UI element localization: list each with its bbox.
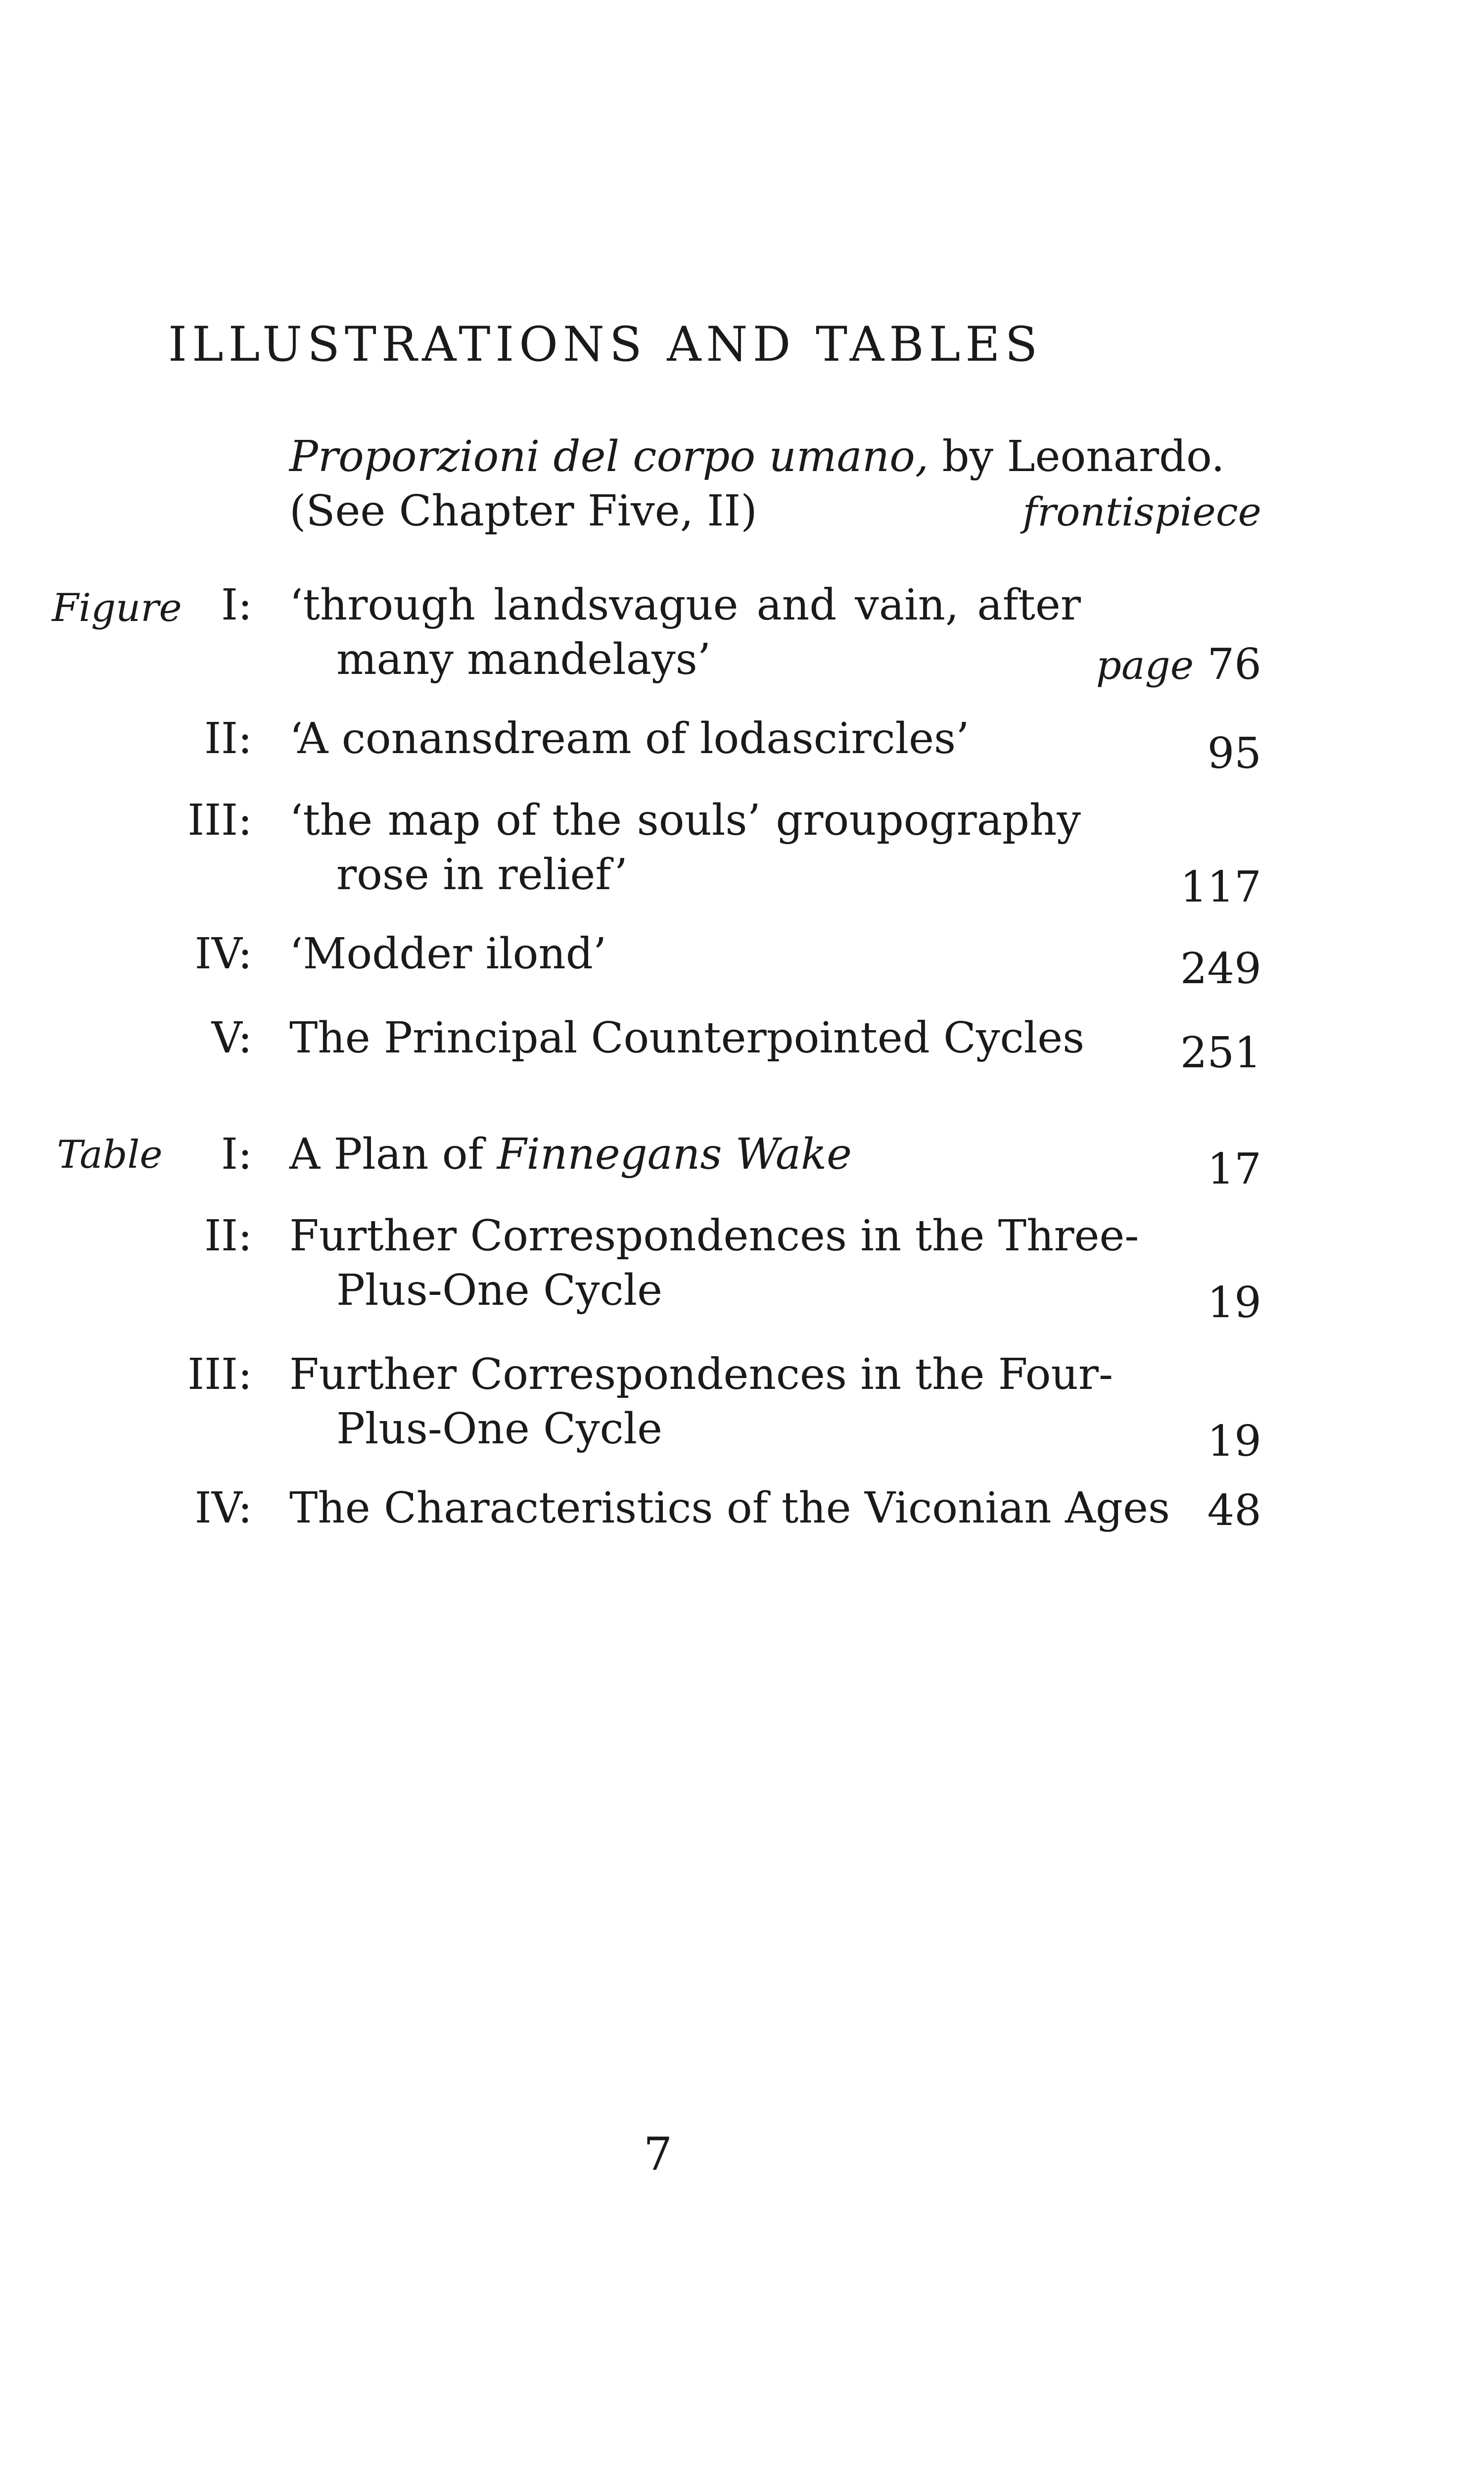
figure-page: 249 (1180, 944, 1261, 994)
page-value: 76 (1207, 640, 1261, 689)
figure-section-label: Figure (52, 586, 182, 630)
page-title: ILLUSTRATIONS AND TABLES (168, 317, 1043, 372)
frontispiece-title-line (289, 432, 1225, 481)
table-title-work: Finnegans Wake (497, 1130, 852, 1179)
table-title-prefix: A Plan of (289, 1130, 497, 1179)
figure-title-line1: ‘through landsvague and vain, after (289, 580, 1081, 630)
table-number: II: (204, 1211, 252, 1261)
table-page: 17 (1207, 1144, 1261, 1194)
figure-page (1014, 640, 1261, 689)
figure-title-line1: ‘the map of the souls’ groupography (289, 796, 1081, 845)
table-title-line1 (289, 1130, 852, 1179)
page-number: 7 (643, 2128, 673, 2181)
figure-title-line1: ‘A conansdream of lodascircles’ (289, 714, 970, 763)
figure-number: III: (187, 796, 252, 845)
figure-page: 251 (1180, 1028, 1261, 1078)
figure-page: 117 (1180, 862, 1261, 912)
table-page: 48 (1207, 1486, 1261, 1535)
figure-number: V: (211, 1013, 252, 1063)
table-number: IV: (194, 1483, 252, 1533)
figure-title-line1: The Principal Counterpointed Cycles (289, 1013, 1085, 1063)
table-number: I: (221, 1130, 252, 1179)
frontispiece-work-title: Proporzioni del corpo umano, (289, 432, 929, 481)
figure-number: I: (221, 580, 252, 630)
figure-page: 95 (1207, 729, 1261, 778)
frontispiece-attribution: by Leonardo. (928, 432, 1225, 481)
figure-title-line2: many mandelays’ (336, 635, 711, 684)
table-page: 19 (1207, 1417, 1261, 1466)
table-page: 19 (1207, 1278, 1261, 1328)
table-title-line2: Plus-One Cycle (336, 1266, 663, 1315)
figure-number: IV: (194, 929, 252, 979)
table-section-label: Table (57, 1133, 163, 1177)
frontispiece-reference: (See Chapter Five, II) (289, 486, 757, 536)
table-number: III: (187, 1350, 252, 1399)
page-prefix: page (1096, 642, 1194, 688)
table-title-line1: Further Correspondences in the Three- (289, 1211, 1139, 1261)
table-title-line1: The Characteristics of the Viconian Ages (289, 1483, 1170, 1533)
figure-title-line2: rose in relief’ (336, 850, 628, 900)
table-title-line1: Further Correspondences in the Four- (289, 1350, 1113, 1399)
frontispiece-page: frontispiece (1022, 489, 1261, 535)
table-title-line2: Plus-One Cycle (336, 1404, 663, 1454)
figure-number: II: (204, 714, 252, 763)
figure-title-line1: ‘Modder ilond’ (289, 929, 607, 979)
